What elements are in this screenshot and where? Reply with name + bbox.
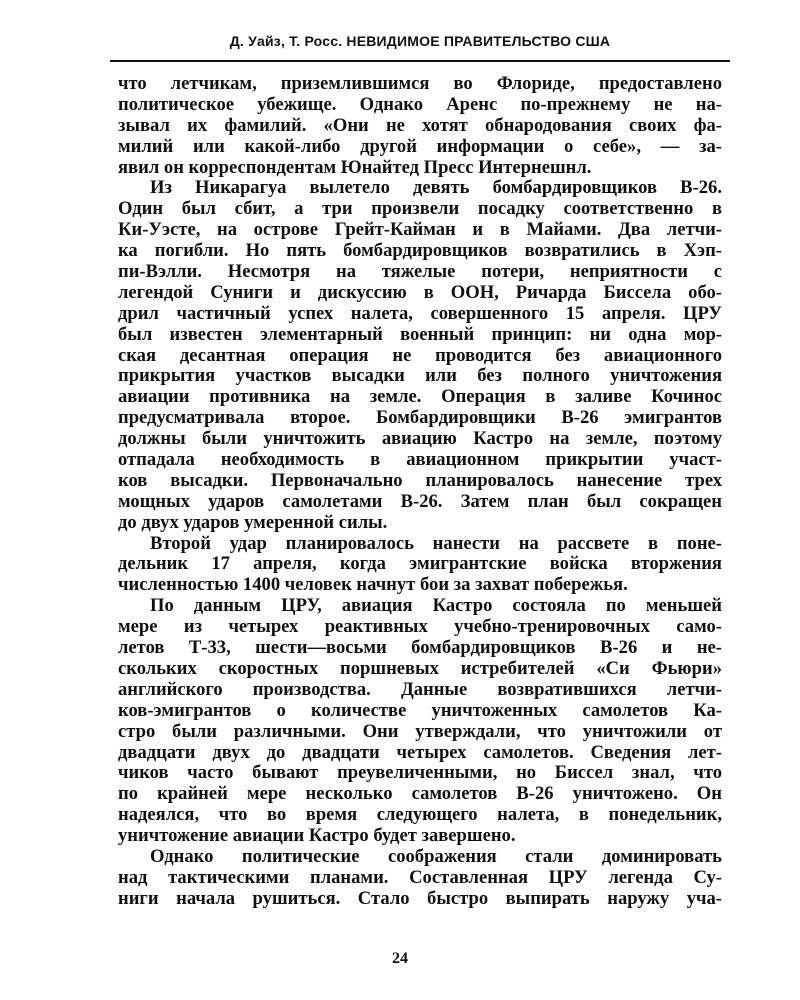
running-head: Д. Уайз, Т. Росс. НЕВИДИМОЕ ПРАВИТЕЛЬСТВО США <box>229 33 611 49</box>
text-line: численностью 1400 человек начнут бои за захват побережья. <box>118 574 628 596</box>
text-line: ниги начала рушиться. Стало быстро выпирать наружу уча- <box>118 887 722 909</box>
text-line: отпадала необходимость в авиационном прикрытии участ- <box>118 449 722 471</box>
text-line: мере из четырех реактивных учебно-тренировочных само- <box>118 616 722 638</box>
text-line: зывал их фамилий. «Они не хотят обнародования своих фа- <box>118 114 722 136</box>
text-line: над тактическими планами. Составленная ЦРУ легенда Су- <box>118 866 722 888</box>
paragraph-first-line: Из Никарагуа вылетело девять бомбардировщиков В-26. <box>150 177 722 199</box>
text-line: Один был сбит, а три произвели посадку соответственно в <box>118 198 722 220</box>
text-line: легендой Суниги и дискуссию в ООН, Ричарда Биссела обо- <box>118 281 722 303</box>
paragraph-first-line: Однако политические соображения стали доминировать <box>150 845 722 867</box>
text-line: надеялся, что во время следующего налета, в понедельник, <box>118 804 722 826</box>
text-line: авиации противника на земле. Операция в заливе Кочинос <box>118 386 722 408</box>
text-line: дрил частичный успех налета, совершенного 15 апреля. ЦРУ <box>118 302 722 324</box>
text-line: чиков часто бывают преувеличенными, но Биссел знал, что <box>118 762 722 784</box>
text-line: по крайней мере несколько самолетов В-26 уничтожено. Он <box>118 783 722 805</box>
text-line: прикрытия участков высадки или без полного уничтожения <box>118 365 722 387</box>
text-line: стро были различными. Они утверждали, что уничтожили от <box>118 720 722 742</box>
text-line: был известен элементарный военный принцип: ни одна мор- <box>118 323 722 345</box>
text-line: милий или какой-либо другой информации о себе», — за- <box>118 135 722 157</box>
text-line: что летчикам, приземлившимся во Флориде, предоставлено <box>118 73 722 94</box>
text-line: английского производства. Данные возвратившихся летчи- <box>118 678 722 700</box>
paragraph-first-line: Второй удар планировалось нанести на рассвете в поне- <box>150 532 722 554</box>
text-line: ская десантная операция не проводится без авиационного <box>118 344 722 366</box>
text-line: скольких скоростных поршневых истребителей «Си Фьюри» <box>118 657 722 679</box>
text-line: должны были уничтожить авиацию Кастро на земле, поэтому <box>118 428 722 450</box>
text-line: до двух ударов умеренной силы. <box>118 511 388 533</box>
text-line: ков высадки. Первоначально планировалось нанесение трех <box>118 469 722 491</box>
text-line: мощных ударов самолетами В-26. Затем план был сокращен <box>118 490 722 512</box>
text-line: пи-Вэлли. Несмотря на тяжелые потери, неприятности с <box>118 261 722 283</box>
paragraph-first-line: По данным ЦРУ, авиация Кастро состояла по меньшей <box>150 595 722 617</box>
text-line: летов Т-33, шести—восьми бомбардировщиков В-26 и не- <box>118 637 722 659</box>
text-line: предусматривала второе. Бомбардировщики В-26 эмигрантов <box>118 407 722 429</box>
text-line: ка погибли. Но пять бомбардировщиков возвратились в Хэп- <box>118 240 722 262</box>
text-line: дельник 17 апреля, когда эмигрантские войска вторжения <box>118 553 722 575</box>
page-number: 24 <box>392 950 408 967</box>
text-line: Ки-Уэсте, на острове Грейт-Кайман и в Майами. Два летчи- <box>118 219 722 241</box>
text-line: двадцати двух до двадцати четырех самолетов. Сведения лет- <box>118 741 722 763</box>
text-line: уничтожение авиации Кастро будет завершено. <box>118 825 516 847</box>
body-text <box>118 74 722 910</box>
text-line: политическое убежище. Однако Аренс по-прежнему не на- <box>118 93 722 115</box>
text-line: ков-эмигрантов о количестве уничтоженных самолетов Ка- <box>118 699 722 721</box>
header-rule <box>110 60 730 62</box>
text-line: явил он корреспондентам Юнайтед Пресс Интернешнл. <box>118 156 592 178</box>
